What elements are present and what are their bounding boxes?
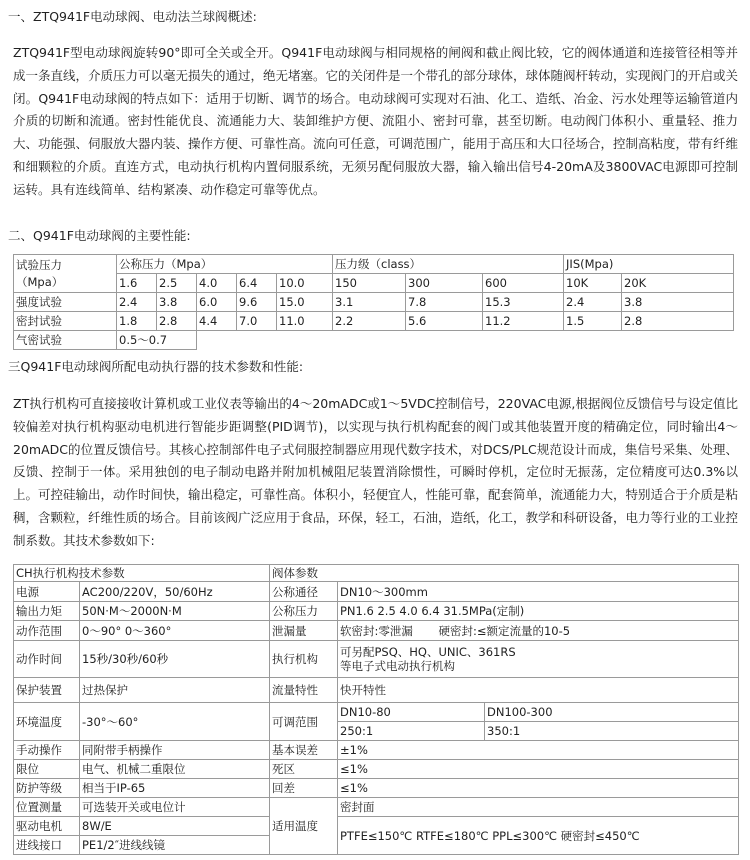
spec-row [14,817,739,836]
spec-label: 基本误差 [270,741,338,760]
spec-value: ≤1% [338,760,739,779]
perf-cell: 1.8 [117,312,157,331]
perf-sub: 10K [564,274,622,293]
spec-value: 0～90° 0～360° [80,621,270,641]
perf-cell: 2.8 [622,312,734,331]
spec-label: 驱动电机 [14,817,80,836]
perf-row-strength [14,293,734,312]
spec-label: 限位 [14,760,80,779]
perf-row-seal [14,312,734,331]
perf-cell: 5.6 [406,312,483,331]
spec-table [13,564,739,855]
perf-cell: 3.8 [157,293,197,312]
section-2-title: 二、Q941F电动球阀的主要性能: [8,228,191,243]
spec-label: 死区 [270,760,338,779]
section-3-title: 三Q941F电动球阀所配电动执行器的技术参数和性能: [8,359,304,374]
perf-cell: 11.2 [483,312,564,331]
spec-value: PN1.6 2.5 4.0 6.4 31.5MPa(定制) [338,602,739,621]
spec-value: PE1/2″进线线镜 [80,836,270,855]
perf-cell: 2.2 [333,312,406,331]
spec-value: 同附带手柄操作 [80,741,270,760]
spec-row [14,760,739,779]
section-3-body: ZT执行机构可直接接收计算机或工业仪表等输出的4～20mADC或1～5VDC控制信号，220VAC电源,根据阀位反馈信号与设定值比较偏差对执行机构驱动电机进行智能步距调整(PID调节)，以实现与执行机构配套的阀门或其他装置开度的精确定位，同时输出4～20mADC的位置反馈信号。其核心控制部件电子式伺服控制器应用现代数字技术，对DCS/PLC规范设计而成，集信号采集、处理、反馈、控制于一体。采用独创的电子制动电路并附加机械阻尼装置消除惯性，可瞬时停机，定位时无振荡，定位精度可达0.3%以上。可控硅输出，动作时间快，输出稳定，可靠性高。体积小，轻便宜人，性能可靠，配套简单，流通能力大，特别适合于介质是粘稠，含颗粒，纤维性质的场合。目前该阀广泛应用于食品，环保，轻工，石油，造纸，化工，教学和科研设备，电力等行业的工业控制系数。其技术参数如下: [13,396,739,548]
spec-row [14,582,739,602]
spec-label: 回差 [270,779,338,798]
perf-cell: 7.0 [237,312,277,331]
spec-label: 保护装置 [14,678,80,703]
perf-sub: 1.6 [117,274,157,293]
perf-group-nominal: 公称压力（Mpa） [117,255,333,274]
spec-value: ±1% [338,741,739,760]
spec-value: PTFE≤150℃ RTFE≤180℃ PPL≤300℃ 硬密封≤450℃ [338,817,739,855]
spec-row [14,621,739,641]
performance-table [13,254,734,350]
spec-value: 250:1 [338,722,485,741]
spec-label: 手动操作 [14,741,80,760]
spec-right-header: 阀体参数 [270,565,739,582]
perf-header-row [14,255,734,274]
spec-label: 可调范围 [270,703,338,741]
spec-value: 350:1 [485,722,739,741]
perf-cell: 2.4 [117,293,157,312]
perf-gas-label: 气密试验 [14,331,117,350]
spec-value: DN10-80 [338,703,485,722]
spec-value: DN10～300mm [338,582,739,602]
spec-label: 公称压力 [270,602,338,621]
perf-subheader-row [14,274,734,293]
section-1-title: 一、ZTQ941F电动球阀、电动法兰球阀概述: [8,9,257,24]
spec-label: 位置测量 [14,798,80,817]
perf-sub: 4.0 [197,274,237,293]
spec-value: 软密封:零泄漏 硬密封:≤额定流量的10-5 [338,621,739,641]
perf-gas-value: 0.5～0.7 [117,331,197,350]
spec-value: 电气、机械二重限位 [80,760,270,779]
perf-cell: 7.8 [406,293,483,312]
perf-row-gas [14,331,734,350]
perf-col1-header: 试验压力 （Mpa） [14,255,117,293]
perf-cell: 3.1 [333,293,406,312]
perf-cell: 15.3 [483,293,564,312]
spec-row [14,741,739,760]
spec-value: ≤1% [338,779,739,798]
spec-value: 快开特性 [338,678,739,703]
spec-value: 过热保护 [80,678,270,703]
perf-cell: 9.6 [237,293,277,312]
spec-row [14,798,739,817]
spec-label: 输出力矩 [14,602,80,621]
spec-value: 8W/E [80,817,270,836]
perf-cell: 15.0 [277,293,333,312]
spec-row [14,641,739,678]
perf-cell: 2.8 [157,312,197,331]
perf-cell: 1.5 [564,312,622,331]
spec-label: 进线接口 [14,836,80,855]
spec-row [14,703,739,722]
perf-sub: 20K [622,274,734,293]
perf-sub: 2.5 [157,274,197,293]
spec-label: 动作时间 [14,641,80,678]
spec-label: 泄漏量 [270,621,338,641]
spec-header-row [14,565,739,582]
perf-sub: 10.0 [277,274,333,293]
spec-row [14,779,739,798]
perf-cell: 2.4 [564,293,622,312]
perf-sub: 600 [483,274,564,293]
spec-label: 适用温度 [270,798,338,855]
spec-value: AC200/220V，50/60Hz [80,582,270,602]
perf-cell: 3.8 [622,293,734,312]
perf-group-jis: JIS(Mpa) [564,255,734,274]
perf-group-class: 压力级（class） [333,255,564,274]
perf-sub: 300 [406,274,483,293]
spec-value: 相当于IP-65 [80,779,270,798]
perf-cell: 11.0 [277,312,333,331]
spec-label: 动作范围 [14,621,80,641]
spec-value: 可选装开关或电位计 [80,798,270,817]
spec-label: 防护等级 [14,779,80,798]
spec-value: 15秒/30秒/60秒 [80,641,270,678]
spec-label: 环境温度 [14,703,80,741]
perf-cell: 6.0 [197,293,237,312]
spec-value: 可另配PSQ、HQ、UNIC、361RS 等电子式电动执行机构 [338,641,739,678]
spec-label: 电源 [14,582,80,602]
spec-row [14,678,739,703]
perf-row-label: 强度试验 [14,293,117,312]
spec-left-header: CH执行机构技术参数 [14,565,270,582]
perf-row-label: 密封试验 [14,312,117,331]
spec-label: 执行机构 [270,641,338,678]
spec-value: -30°～60° [80,703,270,741]
perf-sub: 6.4 [237,274,277,293]
perf-cell: 4.4 [197,312,237,331]
spec-value: DN100-300 [485,703,739,722]
section-1-body: ZTQ941F型电动球阀旋转90°即可全关或全开。Q941F电动球阀与相同规格的闸阀和截止阀比较，它的阀体通道和连接管径相等并成一条直线，介质压力可以毫无损失的通过，绝无堵塞。它的关闭件是一个带孔的部分球体，球体随阀杆转动，实现阀门的开启或关闭。Q941F电动球阀的特点如下：适用于切断、调节的场合。电动球阀可实现对石油、化工、造纸、冶金、污水处理等运输管道内介质的切断和流通。密封性能优良、流通能力大、装卸维护方便、流阻小、密封可靠，甚至切断。电动阀门体积小、重量轻、推力大、功能强、伺服放大器内装、操作方便、可靠性高。流向可任意，可调范围广，能用于高压和大口径场合，控制高粘度，带有纤维和细颗粒的介质。直连方式，电动执行机构内置伺服系统，无须另配伺服放大器，输入输出信号4-20mA及3800VAC电源即可控制运转。具有连线简单、结构紧凑、动作稳定可靠等优点。 [13,45,739,197]
spec-row [14,602,739,621]
perf-sub: 150 [333,274,406,293]
spec-label: 流量特性 [270,678,338,703]
spec-value: 密封面 [338,798,739,817]
spec-label: 公称通径 [270,582,338,602]
spec-value: 50N·M～2000N·M [80,602,270,621]
